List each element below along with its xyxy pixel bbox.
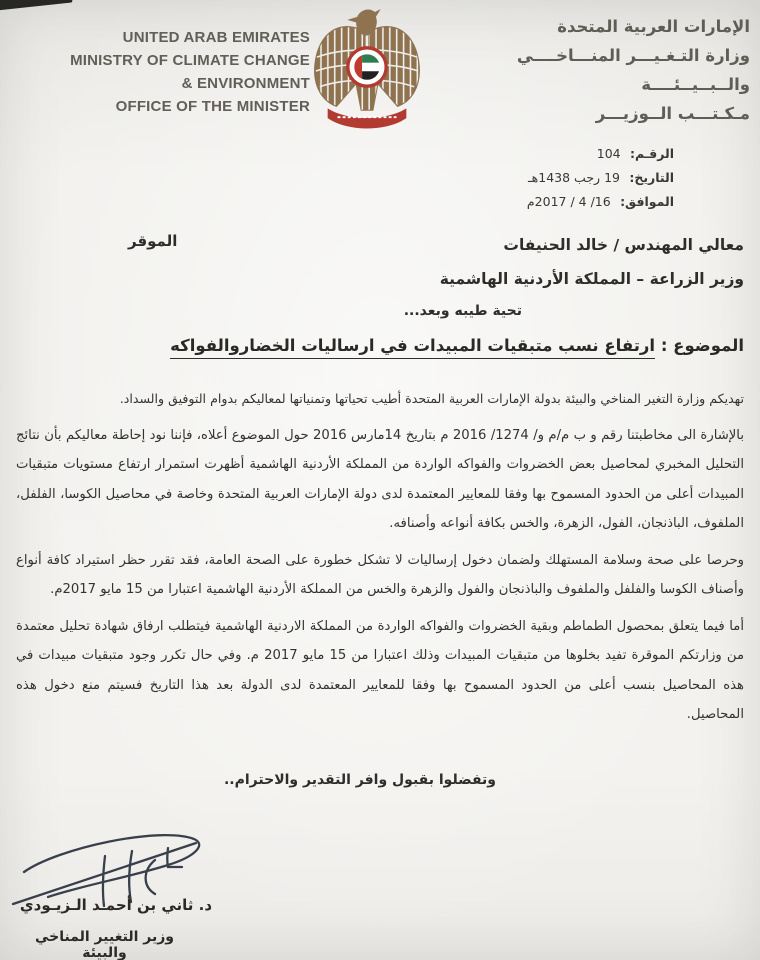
signatory-name: د. ثاني بن أحمـد الـزيـودي xyxy=(19,896,213,914)
letterhead-ar-line: والــبــيــئــــة xyxy=(641,75,750,94)
gregorian-date-label: الموافق: xyxy=(620,194,674,209)
scan-artifact xyxy=(0,0,72,11)
hijri-date-value: 19 رجب 1438هـ xyxy=(528,170,620,185)
addressee-block xyxy=(440,228,744,296)
letterhead-en-line: & ENVIRONMENT xyxy=(181,75,310,92)
gregorian-date xyxy=(527,190,674,214)
letter-body xyxy=(16,384,744,730)
reference-number-value: 104 xyxy=(596,146,621,161)
letterhead-en-line: UNITED ARAB EMIRATES xyxy=(122,29,310,46)
body-paragraph: بالإشارة الى مخاطبتنا رقم و ب م/م و/ 1274/ 2016 م بتاريخ 14مارس 2016 حول الموضوع أعلاه، فإننا نود إحاطة معاليكم بأن نتائج التحليل المخبري لمحاصيل بعض الخضروات والفواكه الواردة من المملكة الأردنية الهاشمية أظهرت استمرار ارتفاع مستويات متبقيات المبيدات أعلى من الحدود المسموح بها وفقا للمعايير المعتمدة لدى دولة الإمارات العربية المتحدة وخاصة في محاصيل الكوسا، الفلفل، الملفوف، الباذنجان، الفول، الزهرة، والخس بكافة أنواعه وأصنافه. xyxy=(16,427,744,531)
letterhead-en-line: MINISTRY OF CLIMATE CHANGE xyxy=(70,52,310,69)
gregorian-date-value: 16/ 4 / 2017م xyxy=(526,194,611,209)
body-paragraph: تهديكم وزارة التغير المناخي والبيئة بدولة الإمارات العربية المتحدة أطيب تحياتها وتمنياتها لمعاليكم بدوام التوفيق والسداد. xyxy=(119,391,744,406)
subject-label: الموضوع : xyxy=(660,336,744,355)
addressee-honorific: الموقر xyxy=(128,232,178,250)
reference-number-label: الرقـم: xyxy=(629,146,674,161)
letterhead-ar-line: مـكـتـــب الــوزيـــر xyxy=(595,104,750,123)
body-paragraph: وحرصا على صحة وسلامة المستهلك ولضمان دخول إرساليات لا تشكل خطورة على الصحة العامة، فقد تقرر حظر استيراد كافة أنواع وأصناف الكوسا والفلفل والملفوف والباذنجان والفول والزهرة والخس من المملكة الأردنية الهاشمية اعتبارا من 15 مايو 2017م. xyxy=(16,552,744,597)
subject-line xyxy=(16,336,744,355)
letterhead-ar-line: الإمارات العربية المتحدة xyxy=(557,17,750,36)
closing-line: وتفضلوا بقبول وافر التقدير والاحترام.. xyxy=(223,772,496,788)
uae-falcon-emblem-icon xyxy=(308,6,426,132)
addressee-title: وزير الزراعة – المملكة الأردنية الهاشمية xyxy=(439,270,744,288)
addressee-name: معالي المهندس / خالد الحنيفات xyxy=(503,236,744,254)
letterhead-ar-line: وزارة التـغـيـــر المنـــاخــــي xyxy=(516,46,750,65)
reference-block xyxy=(527,142,674,214)
ministry-name-english xyxy=(70,26,310,118)
letterhead-en-line: OFFICE OF THE MINISTER xyxy=(115,98,310,115)
reference-number xyxy=(527,142,674,166)
body-paragraph: أما فيما يتعلق بمحصول الطماطم وبقية الخضروات والفواكه الواردة من المملكة الاردنية الهاشمية فيتطلب ارفاق شهادة تحليل معتمدة من وزارتكم الموقرة تفيد بخلوها من متبقيات المبيدات وذلك اعتبارا من 15 مايو 2017 م. وفي حال تكرر وجود متبقيات مبيدات في هذه المحاصيل بنسب أعلى من الحدود المسموح بها وفقا للمعايير المعتمدة لدى الدولة بعد هذا التاريخ فسيتم منع دخول هذه المحاصيل. xyxy=(16,618,745,722)
greeting-line: تحية طيبه وبعد... xyxy=(403,303,522,319)
hijri-date-label: التاريخ: xyxy=(629,170,674,185)
ministry-name-arabic xyxy=(432,12,750,128)
signatory-title: وزير التغيير المناخي والبيئة xyxy=(35,929,174,960)
hijri-date xyxy=(527,166,674,190)
subject-text: ارتفاع نسب متبقيات المبيدات في ارساليات الخضاروالفواكه xyxy=(170,336,655,359)
